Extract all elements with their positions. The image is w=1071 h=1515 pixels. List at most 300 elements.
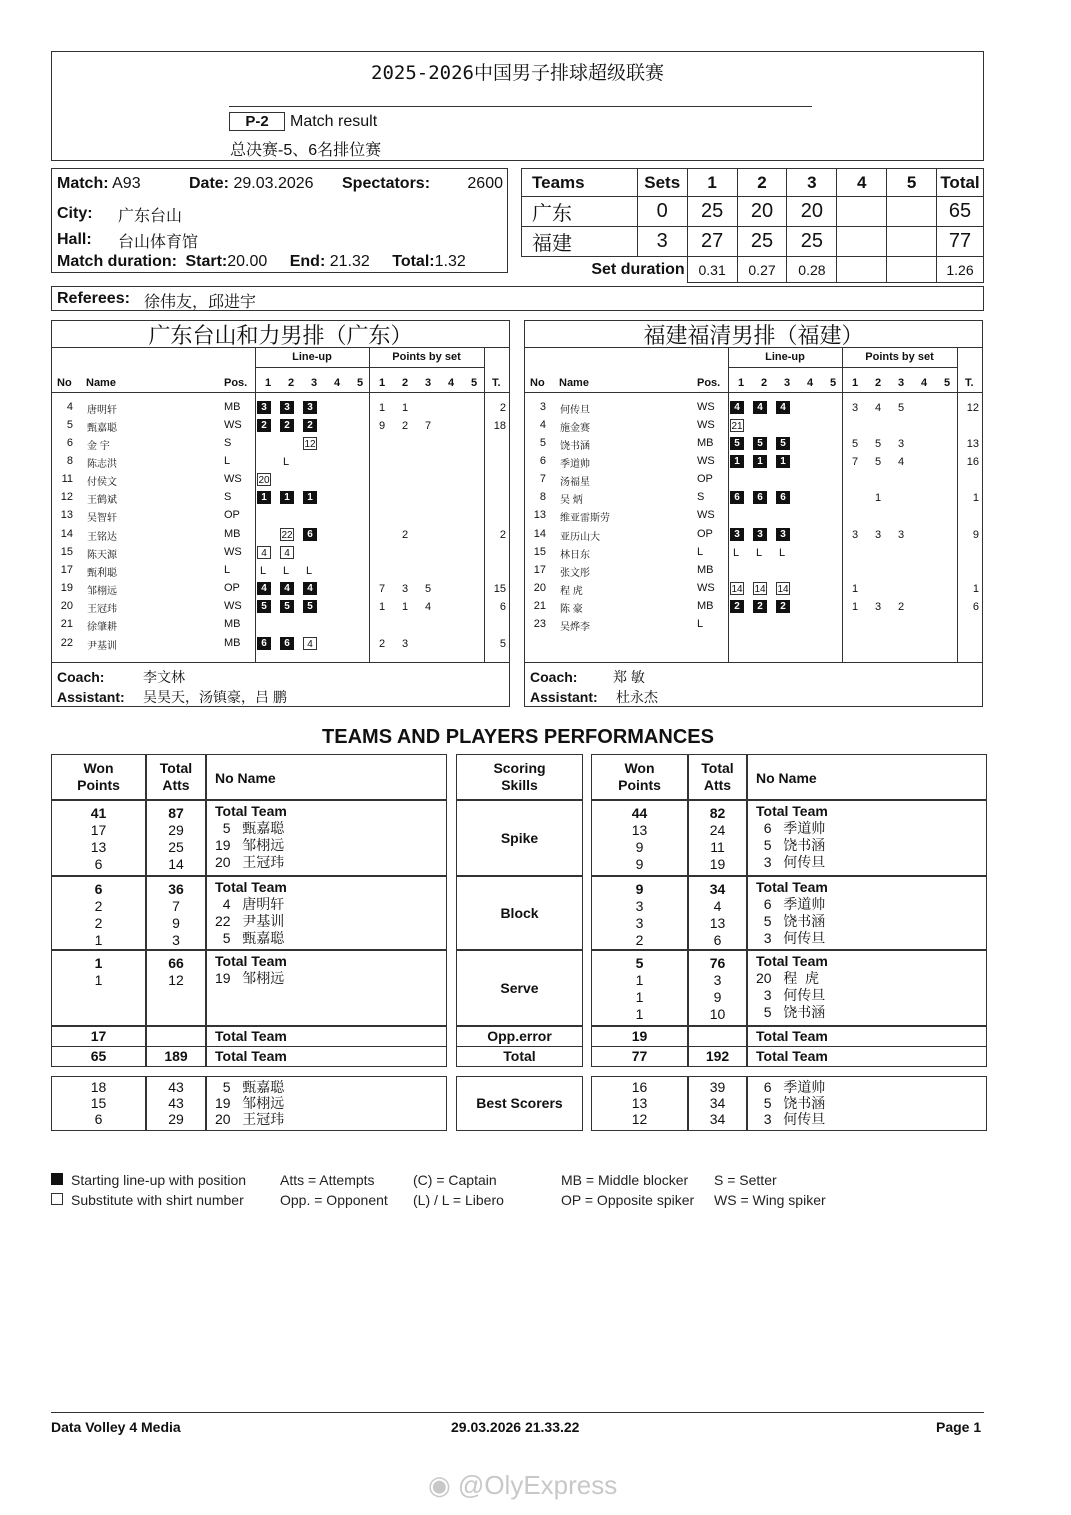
player-position: WS [697,401,715,413]
score-sets: 0 [637,197,687,227]
skill-label: Block [500,905,539,921]
doc-code-badge: P-2 [229,112,285,131]
score-header: Sets [637,169,687,197]
won-points-list [592,1077,687,1127]
points-set-1: 5 [852,438,859,450]
hall-value: 台山体育馆 [118,234,199,251]
won-points: 18 [90,1079,107,1095]
player-row [52,455,509,471]
team-name-rule [52,347,509,348]
starting-position-box: 3 [730,528,744,541]
player-name-cell [206,1076,447,1131]
assistant-names: 杜永杰 [616,689,658,705]
player-name: 王鹤斌 [87,495,117,506]
points-set-3: 3 [898,529,905,541]
col-points-set: 1 [379,377,386,389]
player-row [52,491,509,507]
total-atts: 4 [713,898,722,914]
total-atts-cell [688,876,747,950]
won-points: 41 [90,805,107,821]
libero-marker: L [283,565,290,577]
legend-opp: Opp. = Opponent [280,1192,388,1208]
lineup-header: Line-up [765,351,805,363]
won-points-cell [51,876,146,950]
score-header: 3 [787,169,837,197]
score-set-1: 25 [687,197,737,227]
player-name: 林日东 [560,550,590,561]
points-set-1: 1 [379,601,386,613]
player-position: WS [697,419,715,431]
won-points: 16 [631,1079,648,1095]
coach-rule [52,662,509,663]
player-name-cell [206,1026,447,1047]
starting-position-box: 1 [303,491,317,504]
col-lineup-set: 1 [738,377,745,389]
player-name-list [748,877,986,947]
performer-name: Total Team [215,953,287,969]
won-points: 13 [631,1095,648,1111]
starting-position-box: 4 [257,582,271,595]
performer-name: Total Team [215,879,287,895]
won-points: 3 [635,915,644,931]
total-atts: 14 [168,856,184,872]
score-header: 5 [887,169,937,197]
coach-rule [525,662,982,663]
score-header: 4 [837,169,887,197]
performer-name: Total Team [756,803,828,819]
team-name: 广东台山和力男排（广东） [148,324,413,349]
player-row [52,401,509,417]
performer-name: 3 何传旦 [756,930,826,946]
libero-marker: L [260,565,267,577]
score-total: 65 [936,197,983,227]
col-lineup-set: 1 [265,377,272,389]
player-total: 12 [966,402,979,414]
player-name-list [748,801,986,871]
starting-position-box: 6 [303,528,317,541]
won-points-list [52,801,145,873]
player-total: 18 [493,420,506,432]
team-a-header-atts [146,754,206,800]
won-points-cell [51,950,146,1026]
player-number: 8 [539,491,546,503]
won-points: 9 [635,839,644,855]
total-atts-cell [146,1046,206,1067]
player-position: MB [224,528,241,540]
player-name: 何传旦 [560,405,590,416]
starting-position-box: 2 [280,419,294,432]
score-set-5 [887,227,937,257]
player-position: OP [697,528,713,540]
player-position: MB [224,401,241,413]
col-lineup-set: 5 [357,377,364,389]
skill-label: Best Scorers [476,1095,563,1111]
points-set-3: 2 [898,601,905,613]
starting-position-box: 2 [303,419,317,432]
total-atts: 25 [168,839,184,855]
player-name: 甄嘉聪 [87,423,117,434]
col-total: T. [492,377,501,389]
total-atts: 19 [709,856,726,872]
player-name: 王冠玮 [87,604,117,615]
player-name: 尹基训 [87,641,117,652]
legend [51,1172,991,1217]
starting-position-box: 1 [280,491,294,504]
player-row [525,455,982,471]
team-a-header-name [206,754,447,800]
points-set-1: 1 [852,583,859,595]
player-row [525,528,982,544]
header-name-label: No Name [215,770,276,786]
won-points: 2 [94,898,103,914]
header-rule [255,367,484,368]
footer-right: Page 1 [936,1419,982,1435]
won-points: 77 [631,1048,648,1064]
col-no: No [530,377,545,389]
start-time: 20.00 [227,253,268,270]
player-name: 程 虎 [560,586,583,597]
col-total: T. [965,377,974,389]
points-header: Points by set [392,351,461,363]
performer-name: 5 甄嘉聪 [215,1079,285,1095]
footer-center: 29.03.2026 21.33.22 [451,1419,580,1435]
col-lineup-set: 2 [288,377,295,389]
total-atts: 189 [164,1048,188,1064]
header-atts-label: Total Atts [701,760,734,793]
points-set-2: 3 [402,638,409,650]
player-row [525,473,982,489]
assistant-label: Assistant: [57,689,125,705]
performer-name: 19 邹栩远 [215,970,285,986]
total-atts: 34 [709,1111,726,1127]
starting-position-box: 4 [753,401,767,414]
player-row [525,582,982,598]
performer-name: Total Team [215,803,287,819]
total-atts: 9 [172,915,180,931]
performer-name: 6 季道帅 [756,896,826,912]
performer-name: Total Team [756,1028,828,1044]
player-name-cell [747,800,987,876]
player-name: 邹栩远 [87,586,117,597]
score-row [522,197,984,227]
won-points: 6 [94,856,103,872]
player-name-cell [747,950,987,1026]
won-points-cell [51,800,146,876]
libero-marker: L [306,565,313,577]
coach-label: Coach: [57,669,105,685]
player-position: S [697,491,705,503]
legend-substitute: Substitute with shirt number [71,1192,244,1208]
total-atts-cell [688,800,747,876]
won-points: 17 [90,822,107,838]
won-points: 1 [635,989,644,1005]
substitute-number-box: 20 [258,475,270,486]
score-set-5 [887,197,937,227]
player-position: WS [224,473,242,485]
player-row [525,618,982,634]
lineup-header: Line-up [292,351,332,363]
performer-name: 20 王冠玮 [215,1111,285,1127]
player-row [525,509,982,525]
starting-position-box: 4 [303,582,317,595]
performer-name: 5 饶书涵 [756,1095,826,1111]
score-set-1: 27 [687,227,737,257]
player-position: OP [224,509,240,521]
total-atts: 24 [709,822,726,838]
score-header: Teams [522,169,638,197]
score-header: 1 [687,169,737,197]
player-name-list [207,951,446,987]
total-atts: 43 [168,1095,184,1111]
performer-name: 5 甄嘉聪 [215,930,285,946]
score-team: 广东 [522,197,638,227]
total-atts-list [689,877,746,949]
won-points: 65 [90,1048,107,1064]
player-row [525,401,982,417]
footer-left: Data Volley 4 Media [51,1419,181,1435]
player-row [52,564,509,580]
player-name-list [207,1077,446,1127]
player-name: 吴烨李 [560,622,590,633]
player-name-list [207,877,446,947]
assistant-names: 吴昊天，汤镇豪，吕 鹏 [143,689,287,705]
coach-name: 李文林 [143,669,185,685]
set-duration [887,257,937,283]
score-set-4 [837,197,887,227]
header-rule [52,392,509,393]
won-points: 9 [635,856,644,872]
col-points-set: 2 [402,377,409,389]
won-points-list [52,1077,145,1127]
points-set-2: 3 [875,529,882,541]
player-name-cell [747,1076,987,1131]
player-position: OP [697,473,713,485]
player-number: 4 [539,419,546,431]
player-name-cell [747,876,987,950]
starting-position-box: 6 [730,491,744,504]
team-a-roster [51,320,510,707]
won-points: 2 [94,915,103,931]
starting-position-box: 5 [257,600,271,613]
total-atts: 3 [172,932,180,948]
performer-name: 3 何传旦 [756,1111,826,1127]
starting-position-box: 6 [753,491,767,504]
player-number: 3 [539,401,546,413]
match-label: Match: [57,175,109,192]
total-atts-cell [146,1076,206,1131]
total-atts-list [147,877,205,949]
player-row [525,491,982,507]
skill-cell [456,950,583,1026]
player-total: 2 [499,402,506,414]
starting-position-box: 3 [303,401,317,414]
header-rule [728,367,957,368]
col-lineup-set: 3 [311,377,318,389]
points-set-2: 1 [875,492,882,504]
team-b-roster [524,320,983,707]
set-duration [837,257,887,283]
substitute-number-box: 14 [754,584,766,595]
starting-position-box: 3 [776,528,790,541]
col-name: Name [86,377,116,389]
player-name-cell [206,800,447,876]
points-set-2: 2 [402,420,409,432]
set-duration-row [522,257,984,283]
end-label: End: [289,253,326,270]
won-points-cell [51,1026,146,1047]
starting-position-box: 3 [280,401,294,414]
player-number: 17 [60,564,73,576]
total-atts: 10 [709,1006,726,1022]
points-set-1: 9 [379,420,386,432]
won-points-list [52,877,145,949]
substitute-number-box: 12 [304,439,316,450]
weibo-icon: ◉ [428,1470,451,1500]
won-points: 1 [94,972,103,988]
player-total: 9 [972,529,979,541]
start-label: Start: [185,253,228,270]
points-set-2: 5 [875,438,882,450]
player-position: L [697,546,704,558]
player-row [52,546,509,562]
won-points-list [592,801,687,873]
col-pos: Pos. [697,377,721,389]
points-set-3: 7 [425,420,432,432]
player-total: 5 [499,638,506,650]
starting-position-box: 3 [753,528,767,541]
end-time: 21.32 [329,253,370,270]
skill-cell [456,1046,583,1067]
player-position: WS [697,582,715,594]
starting-position-box: 5 [730,437,744,450]
player-number: 17 [533,564,546,576]
substitute-number-box: 21 [731,421,743,432]
title-rule [229,106,812,107]
player-number: 23 [533,618,546,630]
total-atts-cell [146,800,206,876]
player-number: 20 [60,600,73,612]
won-points: 6 [94,1111,103,1127]
total-atts-cell [146,950,206,1026]
total-atts: 192 [705,1048,730,1064]
team-name: 福建福清男排（福建） [643,324,864,349]
set-duration: 0.27 [737,257,787,283]
player-name-list [748,951,986,1021]
player-row [52,637,509,653]
performer-name: Total Team [756,1048,828,1064]
points-set-2: 1 [402,402,409,414]
score-table-wrap [521,168,984,283]
libero-marker: L [733,547,740,559]
points-set-2: 1 [402,601,409,613]
match-number: A93 [112,175,141,192]
performer-name: 4 唐明轩 [215,896,285,912]
won-points: 12 [631,1111,648,1127]
header-skill [456,754,583,800]
player-number: 19 [60,582,73,594]
points-set-1: 3 [852,402,859,414]
score-header-row [522,169,984,197]
points-set-2: 4 [875,402,882,414]
total-atts: 13 [709,915,726,931]
player-name: 陈 豪 [560,604,583,615]
points-set-3: 3 [898,438,905,450]
points-set-1: 3 [852,529,859,541]
substitute-number-box: 4 [280,546,294,559]
total-atts: 11 [710,839,725,855]
player-number: 6 [66,437,73,449]
starting-position-box: 1 [730,455,744,468]
won-points: 13 [631,822,648,838]
starting-position-box: 6 [280,637,294,650]
player-position: MB [224,618,241,630]
duration-label: Match duration: [57,253,177,270]
total-atts-list [689,951,746,1023]
city-value: 广东台山 [118,208,183,225]
score-set-2: 25 [737,227,787,257]
player-position: WS [224,419,242,431]
won-points-list [592,877,687,949]
score-team: 福建 [522,227,638,257]
performer-name: 5 甄嘉聪 [215,820,285,836]
legend-op: OP = Opposite spiker [561,1192,695,1208]
score-set-3: 25 [787,227,837,257]
won-points: 19 [631,1028,648,1044]
player-name-cell [206,876,447,950]
total-atts: 12 [168,972,184,988]
libero-marker: L [283,456,290,468]
player-number: 13 [533,509,546,521]
skill-label: Total [503,1048,536,1064]
won-points-cell [591,1046,688,1067]
starting-position-box: 2 [257,419,271,432]
header-won-label: Won Points [618,760,661,793]
won-points-cell [591,800,688,876]
player-number: 13 [60,509,73,521]
spectators-label: Spectators: [342,175,431,192]
header-won-label: Won Points [77,760,120,793]
libero-marker: L [779,547,786,559]
total-atts-cell [146,1026,206,1047]
player-name: 金 宇 [87,441,110,452]
starting-position-box: 2 [776,600,790,613]
player-name-cell [206,1046,447,1067]
total-atts: 76 [709,955,726,971]
referees-box [51,286,984,311]
total-atts: 29 [168,822,184,838]
player-total: 15 [493,583,506,595]
performer-name: 19 邹栩远 [215,837,285,853]
won-points: 3 [635,898,644,914]
col-points-set: 2 [875,377,882,389]
col-points-set: 1 [852,377,859,389]
player-row [525,546,982,562]
starting-position-box: 5 [303,600,317,613]
player-name-list [748,1077,986,1127]
set-duration: 0.31 [687,257,737,283]
player-row [52,582,509,598]
player-position: MB [224,637,241,649]
total-atts: 29 [168,1111,184,1127]
won-points: 15 [90,1095,107,1111]
score-set-3: 20 [787,197,837,227]
match-date: 29.03.2026 [233,175,314,192]
performer-name: Total Team [756,953,828,969]
player-number: 20 [533,582,546,594]
performer-name: Total Team [215,1048,287,1064]
won-points-cell [591,1076,688,1131]
legend-atts: Atts = Attempts [280,1172,375,1188]
